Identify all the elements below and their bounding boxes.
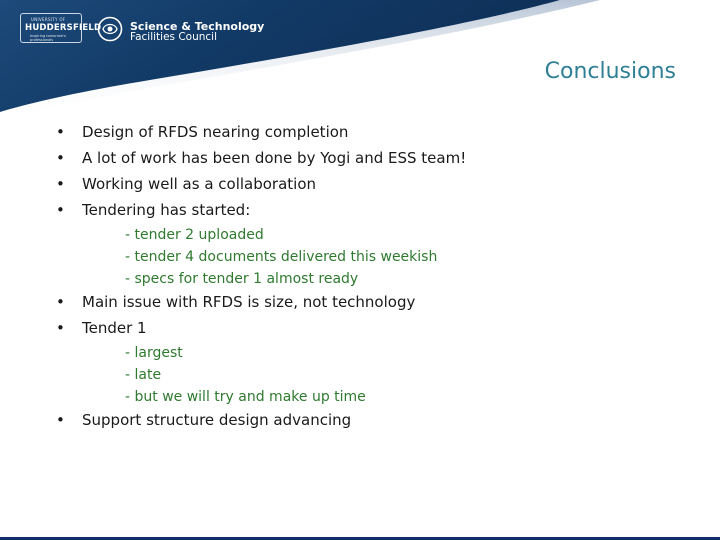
university-logo-name: HUDDERSFIELD	[25, 23, 102, 33]
sub-bullet-text: - tender 2 uploaded	[125, 227, 264, 243]
bullet-dot-icon: •	[56, 201, 65, 219]
stfc-logo-text	[130, 21, 264, 43]
sub-bullet-item	[56, 269, 696, 291]
sub-bullet-item	[56, 247, 696, 269]
bullet-item	[56, 409, 696, 435]
university-logo	[20, 13, 102, 43]
stfc-logo-line1: Science & Technology	[130, 20, 265, 33]
bullet-item	[56, 173, 696, 199]
bullet-text: A lot of work has been done by Yogi and ESS team!	[82, 149, 467, 167]
bullet-text: Working well as a collaboration	[82, 175, 317, 193]
sub-bullet-item	[56, 225, 696, 247]
bullet-dot-icon: •	[56, 149, 65, 167]
bullet-dot-icon: •	[56, 319, 65, 337]
university-logo-tagline: Inspiring tomorrow's professionals	[30, 34, 66, 42]
bullet-item	[56, 199, 696, 225]
bullet-item	[56, 291, 696, 317]
university-logo-top-text: UNIVERSITY OF	[31, 17, 66, 22]
stfc-logo-icon	[97, 16, 123, 42]
sub-bullet-item	[56, 387, 696, 409]
slide-title: Conclusions	[544, 59, 676, 84]
bullet-dot-icon: •	[56, 411, 65, 429]
bullet-item	[56, 317, 696, 343]
sub-bullet-item	[56, 343, 696, 365]
bullet-text: Tendering has started:	[82, 201, 251, 219]
sub-bullet-text: - tender 4 documents delivered this weekish	[125, 249, 438, 265]
bullet-dot-icon: •	[56, 293, 65, 311]
stfc-logo-line2: Facilities Council	[130, 31, 218, 43]
bullet-text: Main issue with RFDS is size, not technology	[82, 293, 416, 311]
bullet-dot-icon: •	[56, 123, 65, 141]
bullet-item	[56, 121, 696, 147]
bullet-text: Support structure design advancing	[82, 411, 352, 429]
bullet-text: Tender 1	[82, 319, 147, 337]
bullet-item	[56, 147, 696, 173]
sub-bullet-text: - but we will try and make up time	[125, 389, 366, 405]
sub-bullet-item	[56, 365, 696, 387]
sub-bullet-text: - specs for tender 1 almost ready	[125, 271, 359, 287]
sub-bullet-text: - late	[125, 367, 162, 383]
bullet-list	[56, 121, 696, 435]
bullet-dot-icon: •	[56, 175, 65, 193]
bullet-text: Design of RFDS nearing completion	[82, 123, 349, 141]
sub-bullet-text: - largest	[125, 345, 183, 361]
